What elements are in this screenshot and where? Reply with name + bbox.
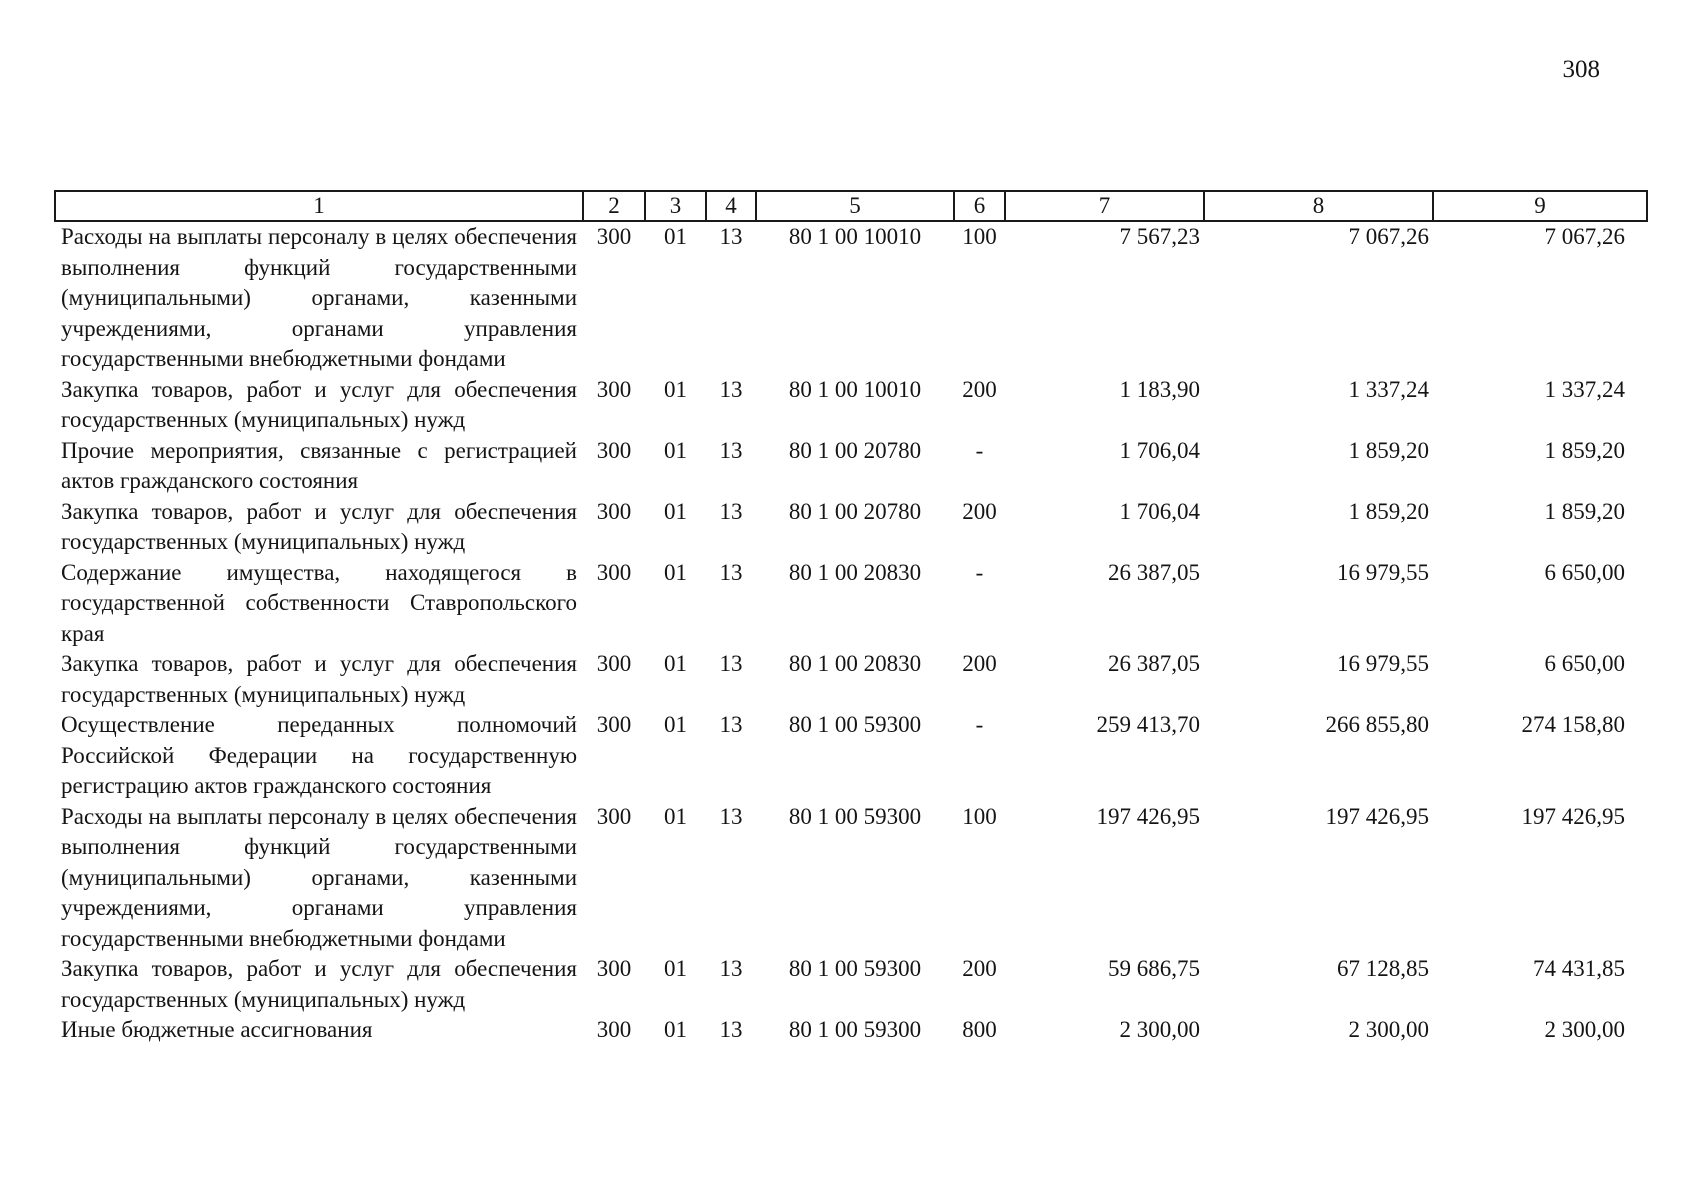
cell-col9: 1 859,20 — [1544, 437, 1625, 463]
row-description: Расходы на выплаты персоналу в целях обеспечения выполнения функций государственными (муниципальными) органами, казенными учреждениями, органами управления государственными внебюджетными фондами — [61, 803, 577, 951]
cell-col9: 1 337,24 — [1544, 376, 1625, 402]
budget-table — [54, 190, 1648, 1046]
cell-col6: 100 — [962, 224, 997, 249]
cell-col8: 197 426,95 — [1325, 803, 1429, 829]
cell-col8: 7 067,26 — [1348, 224, 1429, 249]
cell-col3: 01 — [664, 803, 687, 829]
cell-col4: 13 — [719, 559, 743, 585]
table-row — [55, 649, 1647, 710]
row-description: Закупка товаров, работ и услуг для обеспечения государственных (муниципальных) нужд — [61, 498, 577, 554]
cell-col7: 7 567,23 — [1119, 224, 1200, 249]
cell-col3: 01 — [664, 712, 687, 737]
cell-col9: 74 431,85 — [1533, 956, 1625, 981]
cell-col4: 13 — [719, 498, 743, 524]
cell-col2: 300 — [596, 956, 632, 981]
cell-col9: 1 859,20 — [1544, 498, 1625, 524]
row-description: Расходы на выплаты персоналу в целях обеспечения выполнения функций государственными (муниципальными) органами, казенными учреждениями, органами управления государственными внебюджетными фондами — [61, 224, 577, 371]
cell-col3: 01 — [664, 956, 687, 981]
cell-col6: 200 — [962, 376, 997, 402]
cell-col7: 2 300,00 — [1119, 1017, 1200, 1042]
cell-col4: 13 — [719, 803, 743, 829]
column-header: 1 — [55, 191, 583, 221]
cell-col8: 16 979,55 — [1337, 651, 1429, 676]
cell-col9: 6 650,00 — [1544, 651, 1625, 676]
row-description: Прочие мероприятия, связанные с регистрацией актов гражданского состояния — [61, 437, 577, 493]
column-header: 5 — [756, 191, 954, 221]
cell-col4: 13 — [719, 651, 743, 676]
row-description: Осуществление переданных полномочий Российской Федерации на государственную регистрацию актов гражданского состояния — [61, 712, 577, 798]
cell-col8: 266 855,80 — [1325, 712, 1429, 737]
column-header: 3 — [645, 191, 706, 221]
column-header: 2 — [583, 191, 645, 221]
cell-col6: - — [975, 559, 984, 585]
row-description: Содержание имущества, находящегося в государственной собственности Ставропольского края — [61, 559, 577, 646]
cell-col9: 2 300,00 — [1544, 1017, 1625, 1042]
cell-col7: 26 387,05 — [1108, 651, 1200, 676]
table-row — [55, 221, 1647, 375]
table-row — [55, 954, 1647, 1015]
cell-col7: 1 706,04 — [1119, 437, 1200, 463]
column-header: 7 — [1005, 191, 1204, 221]
cell-col3: 01 — [664, 559, 687, 585]
cell-col3: 01 — [664, 651, 687, 676]
cell-col5: 80 1 00 20780 — [788, 437, 922, 463]
column-header: 8 — [1204, 191, 1433, 221]
table-row — [55, 375, 1647, 436]
cell-col7: 259 413,70 — [1096, 712, 1200, 737]
cell-col2: 300 — [596, 1017, 632, 1042]
cell-col5: 80 1 00 59300 — [788, 956, 922, 981]
cell-col5: 80 1 00 10010 — [788, 224, 922, 249]
cell-col7: 59 686,75 — [1108, 956, 1200, 981]
cell-col5: 80 1 00 59300 — [788, 1017, 922, 1042]
cell-col2: 300 — [596, 651, 632, 676]
cell-col4: 13 — [719, 376, 743, 402]
row-description: Закупка товаров, работ и услуг для обеспечения государственных (муниципальных) нужд — [61, 651, 577, 707]
cell-col4: 13 — [719, 956, 743, 981]
cell-col5: 80 1 00 10010 — [788, 376, 922, 402]
cell-col6: 200 — [962, 956, 997, 981]
cell-col4: 13 — [719, 1017, 743, 1042]
table-row — [55, 802, 1647, 955]
page-number: 308 — [1562, 56, 1600, 83]
cell-col7: 197 426,95 — [1096, 803, 1200, 829]
table-header — [55, 191, 1647, 221]
cell-col6: 100 — [962, 803, 997, 829]
cell-col4: 13 — [719, 224, 743, 249]
cell-col4: 13 — [719, 712, 743, 737]
cell-col3: 01 — [664, 437, 687, 463]
cell-col6: - — [975, 437, 984, 463]
cell-col6: 800 — [962, 1017, 997, 1042]
table-row — [55, 558, 1647, 650]
cell-col2: 300 — [596, 712, 632, 737]
column-header: 9 — [1433, 191, 1647, 221]
cell-col5: 80 1 00 20780 — [788, 498, 922, 524]
row-description: Закупка товаров, работ и услуг для обеспечения государственных (муниципальных) нужд — [61, 376, 577, 432]
cell-col9: 197 426,95 — [1521, 803, 1625, 829]
cell-col3: 01 — [664, 224, 687, 249]
cell-col6: - — [975, 712, 984, 737]
cell-col8: 1 859,20 — [1348, 498, 1429, 524]
cell-col2: 300 — [596, 498, 632, 524]
cell-col8: 16 979,55 — [1337, 559, 1429, 585]
table-row — [55, 1015, 1647, 1046]
cell-col5: 80 1 00 59300 — [788, 712, 922, 737]
cell-col5: 80 1 00 59300 — [788, 803, 922, 829]
cell-col2: 300 — [596, 376, 632, 402]
cell-col6: 200 — [962, 498, 997, 524]
table-row — [55, 497, 1647, 558]
cell-col9: 274 158,80 — [1521, 712, 1625, 737]
cell-col7: 26 387,05 — [1108, 559, 1200, 585]
cell-col2: 300 — [596, 803, 632, 829]
cell-col8: 1 859,20 — [1348, 437, 1429, 463]
cell-col5: 80 1 00 20830 — [788, 651, 922, 676]
table-row — [55, 436, 1647, 497]
table-row — [55, 710, 1647, 802]
cell-col4: 13 — [719, 437, 743, 463]
cell-col9: 7 067,26 — [1544, 224, 1625, 249]
cell-col7: 1 183,90 — [1119, 376, 1200, 402]
cell-col3: 01 — [664, 498, 687, 524]
cell-col5: 80 1 00 20830 — [788, 559, 922, 585]
cell-col9: 6 650,00 — [1544, 559, 1625, 585]
cell-col8: 67 128,85 — [1337, 956, 1429, 981]
cell-col6: 200 — [962, 651, 997, 676]
row-description: Иные бюджетные ассигнования — [61, 1017, 373, 1042]
row-description: Закупка товаров, работ и услуг для обеспечения государственных (муниципальных) нужд — [61, 956, 577, 1012]
cell-col2: 300 — [596, 224, 632, 249]
cell-col2: 300 — [596, 437, 632, 463]
column-header: 4 — [706, 191, 756, 221]
cell-col8: 2 300,00 — [1348, 1017, 1429, 1042]
column-header: 6 — [954, 191, 1005, 221]
table-body — [55, 221, 1647, 1046]
cell-col2: 300 — [596, 559, 632, 585]
cell-col7: 1 706,04 — [1119, 498, 1200, 524]
cell-col8: 1 337,24 — [1348, 376, 1429, 402]
cell-col3: 01 — [664, 376, 687, 402]
header-row — [55, 191, 1647, 221]
cell-col3: 01 — [664, 1017, 687, 1042]
